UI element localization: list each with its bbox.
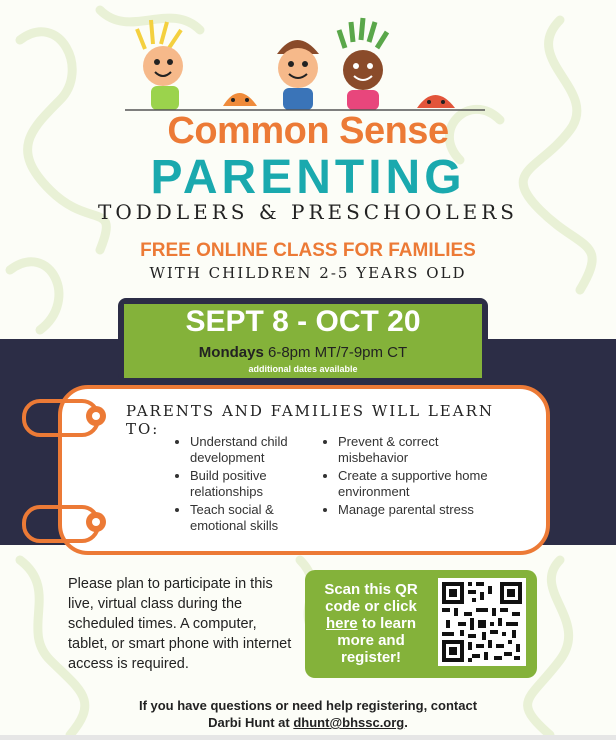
class-day: Mondays: [198, 344, 264, 361]
kid-brown-hair: [277, 40, 319, 110]
contact-line-1: If you have questions or need help registering, contact: [138, 698, 478, 713]
additional-dates-note: additional dates available: [248, 364, 358, 374]
qr-text-b: to learn more and register!: [337, 615, 417, 666]
learn-heading: PARENTS AND FAMILIES WILL LEARN TO:: [126, 402, 495, 438]
list-item: • Build positive relationships: [190, 468, 330, 500]
class-schedule: [124, 344, 482, 361]
free-online-class: FREE ONLINE CLASS FOR FAMILIES: [140, 240, 476, 261]
kid-yellow-hair: [137, 20, 183, 110]
list-item: • Prevent & correct misbehavior: [338, 434, 488, 466]
kid-orange-hair-peeking: [223, 93, 257, 106]
qr-text-a: Scan this QR code or click: [324, 581, 418, 615]
class-dates: SEPT 8 - OCT 20: [185, 305, 421, 338]
title-parenting: PARENTING: [150, 151, 466, 204]
contact-name: Darbi Hunt at: [208, 715, 290, 730]
list-item: • Understand child development: [190, 434, 330, 466]
kid-green-hair: [339, 18, 387, 110]
kids-illustration: [125, 14, 485, 114]
qr-instructions: [312, 581, 430, 666]
binder-hole-top: [86, 406, 106, 426]
contact-line-2: [0, 714, 616, 731]
list-item: • Teach social & emotional skills: [190, 502, 330, 534]
kid-red-hair-peeking: [417, 95, 455, 108]
list-item: • Create a supportive home environment: [338, 468, 488, 500]
qr-code[interactable]: [438, 578, 526, 666]
learn-list-right: [320, 434, 488, 520]
contact-period: .: [404, 715, 408, 730]
learn-list-left: [172, 434, 330, 536]
register-link[interactable]: here: [325, 615, 358, 632]
page-edge: [0, 735, 616, 740]
title-common-sense: Common Sense: [167, 110, 449, 152]
subtitle-toddlers: TODDLERS & PRESCHOOLERS: [98, 200, 518, 224]
class-times: 6-8pm MT/7-9pm CT: [267, 344, 408, 361]
participation-note: Please plan to participate in this live, virtual class during the scheduled times. A computer, tablet, or smart phone with internet access is required.: [68, 576, 292, 672]
list-item: • Manage parental stress: [338, 502, 488, 518]
binder-hole-bottom: [86, 512, 106, 532]
contact-email-link[interactable]: dhunt@bhssc.org: [293, 715, 405, 730]
children-age-line: WITH CHILDREN 2-5 YEARS OLD: [149, 264, 467, 282]
contact-info: [0, 697, 616, 731]
